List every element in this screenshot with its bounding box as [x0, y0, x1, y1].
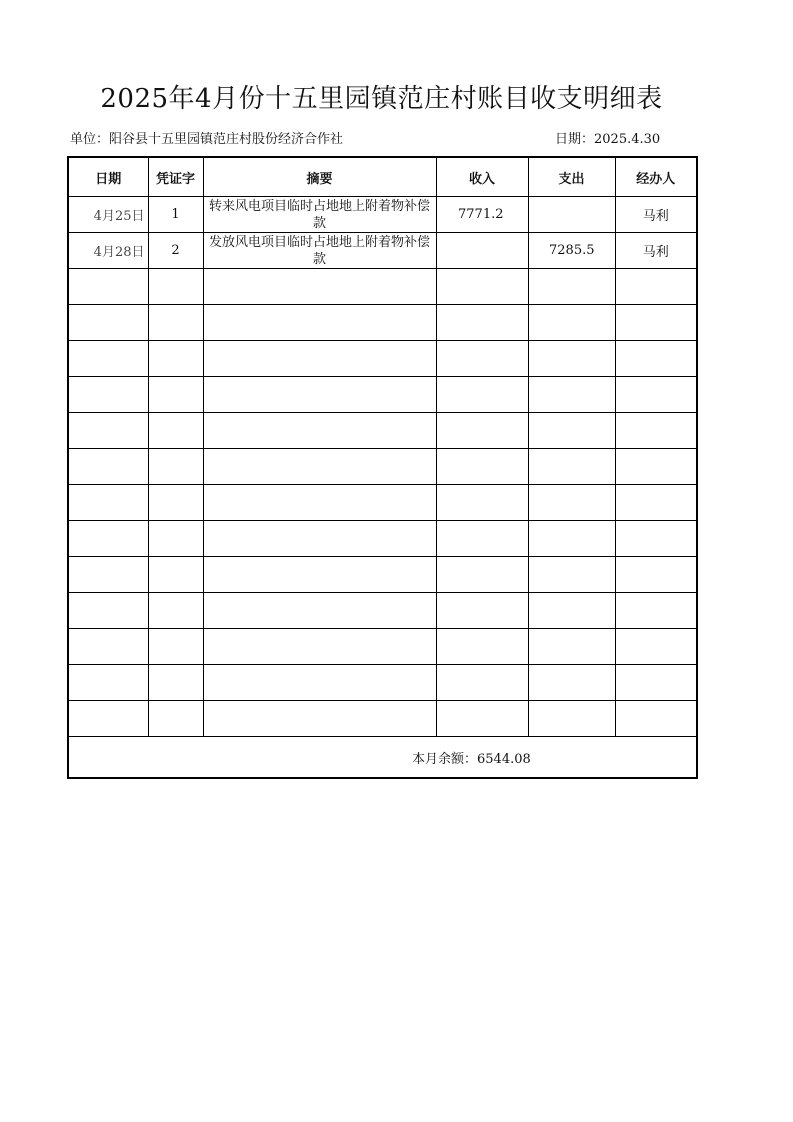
cell-voucher: 2	[148, 233, 203, 269]
table-row	[68, 413, 697, 449]
report-date: 日期：2025.4.30	[555, 132, 661, 147]
cell-income	[436, 557, 528, 593]
cell-summary	[203, 593, 436, 629]
cell-date	[68, 485, 148, 521]
column-header-expense: 支出	[528, 157, 615, 197]
table-row	[68, 341, 697, 377]
page-title: 2025年4月份十五里园镇范庄村账目收支明细表	[100, 84, 663, 114]
cell-summary	[203, 701, 436, 737]
cell-voucher	[148, 593, 203, 629]
cell-expense	[528, 197, 615, 233]
cell-date	[68, 701, 148, 737]
cell-expense	[528, 341, 615, 377]
cell-summary	[203, 665, 436, 701]
column-header-income: 收入	[436, 157, 528, 197]
balance-cell	[68, 737, 697, 779]
table-row	[68, 269, 697, 305]
cell-expense	[528, 305, 615, 341]
cell-handler	[615, 557, 697, 593]
column-header-voucher: 凭证字	[148, 157, 203, 197]
ledger-table	[67, 156, 698, 779]
cell-expense	[528, 377, 615, 413]
column-header-date: 日期	[68, 157, 148, 197]
cell-summary	[203, 629, 436, 665]
table-header-row	[68, 157, 697, 197]
cell-voucher	[148, 557, 203, 593]
cell-handler	[615, 593, 697, 629]
ledger-body	[68, 197, 697, 737]
cell-handler	[615, 377, 697, 413]
cell-voucher	[148, 449, 203, 485]
table-row	[68, 449, 697, 485]
cell-handler	[615, 485, 697, 521]
table-row	[68, 593, 697, 629]
cell-income: 7771.2	[436, 197, 528, 233]
cell-date: 4月25日	[68, 197, 148, 233]
cell-expense	[528, 413, 615, 449]
cell-date	[68, 629, 148, 665]
cell-voucher: 1	[148, 197, 203, 233]
table-row	[68, 665, 697, 701]
cell-summary	[203, 269, 436, 305]
cell-summary	[203, 485, 436, 521]
cell-handler: 马利	[615, 197, 697, 233]
table-row	[68, 557, 697, 593]
table-row	[68, 197, 697, 233]
cell-date	[68, 305, 148, 341]
cell-handler	[615, 449, 697, 485]
cell-expense	[528, 449, 615, 485]
cell-handler	[615, 701, 697, 737]
cell-summary	[203, 305, 436, 341]
table-row	[68, 377, 697, 413]
cell-voucher	[148, 269, 203, 305]
cell-expense	[528, 485, 615, 521]
cell-handler	[615, 269, 697, 305]
cell-income	[436, 521, 528, 557]
cell-expense	[528, 665, 615, 701]
cell-income	[436, 593, 528, 629]
cell-income	[436, 485, 528, 521]
cell-summary	[203, 521, 436, 557]
cell-income	[436, 233, 528, 269]
cell-date: 4月28日	[68, 233, 148, 269]
cell-income	[436, 341, 528, 377]
cell-handler	[615, 341, 697, 377]
cell-date	[68, 449, 148, 485]
cell-summary: 发放风电项目临时占地地上附着物补偿款	[203, 233, 436, 269]
cell-voucher	[148, 377, 203, 413]
cell-handler	[615, 665, 697, 701]
balance-row	[68, 737, 697, 779]
cell-voucher	[148, 485, 203, 521]
cell-income	[436, 413, 528, 449]
cell-handler	[615, 521, 697, 557]
cell-summary	[203, 449, 436, 485]
cell-income	[436, 377, 528, 413]
table-row	[68, 521, 697, 557]
cell-handler	[615, 305, 697, 341]
cell-expense	[528, 629, 615, 665]
cell-income	[436, 449, 528, 485]
cell-summary	[203, 413, 436, 449]
cell-handler: 马利	[615, 233, 697, 269]
cell-date	[68, 413, 148, 449]
cell-date	[68, 593, 148, 629]
cell-date	[68, 557, 148, 593]
cell-income	[436, 305, 528, 341]
cell-voucher	[148, 305, 203, 341]
cell-date	[68, 269, 148, 305]
cell-voucher	[148, 665, 203, 701]
cell-income	[436, 665, 528, 701]
month-balance: 本月余额：6544.08	[412, 751, 531, 767]
cell-voucher	[148, 701, 203, 737]
cell-expense	[528, 557, 615, 593]
cell-income	[436, 701, 528, 737]
cell-summary	[203, 557, 436, 593]
cell-summary	[203, 341, 436, 377]
cell-voucher	[148, 629, 203, 665]
cell-expense	[528, 521, 615, 557]
cell-summary	[203, 377, 436, 413]
cell-expense: 7285.5	[528, 233, 615, 269]
cell-expense	[528, 269, 615, 305]
cell-income	[436, 269, 528, 305]
cell-date	[68, 521, 148, 557]
cell-date	[68, 341, 148, 377]
cell-voucher	[148, 521, 203, 557]
cell-income	[436, 629, 528, 665]
cell-date	[68, 377, 148, 413]
column-header-handler: 经办人	[615, 157, 697, 197]
cell-date	[68, 665, 148, 701]
cell-voucher	[148, 341, 203, 377]
table-row	[68, 629, 697, 665]
table-row	[68, 485, 697, 521]
cell-voucher	[148, 413, 203, 449]
cell-expense	[528, 593, 615, 629]
cell-handler	[615, 413, 697, 449]
column-header-summary: 摘要	[203, 157, 436, 197]
table-row	[68, 701, 697, 737]
cell-summary: 转来风电项目临时占地地上附着物补偿款	[203, 197, 436, 233]
unit-label: 单位：阳谷县十五里园镇范庄村股份经济合作社	[70, 132, 344, 147]
cell-expense	[528, 701, 615, 737]
table-row	[68, 305, 697, 341]
cell-handler	[615, 629, 697, 665]
table-row	[68, 233, 697, 269]
